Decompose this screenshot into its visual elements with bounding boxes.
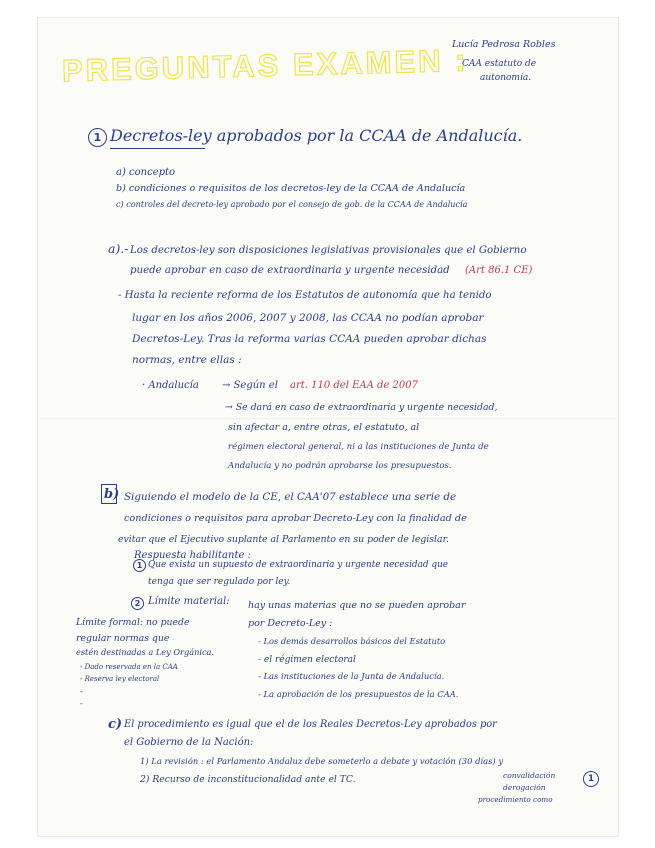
section-c-item: 1) La revisión : el Parlamento Andaluz debe someterlo a debate y votación (30 días) y [140,756,504,766]
section-a-line: Los decretos-ley son disposiciones legislativas provisionales que el Gobierno [130,245,527,256]
outline-item: c) controles del decreto-ley aprobado por el consejo de gob. de la CCAA de Andalucía [116,199,468,209]
section-a-ref: (Art 86.1 CE) [465,265,533,276]
margin-note: regular normas que [76,633,170,644]
paper-fold [38,418,618,419]
section-c-item: 2) Recurso de inconstitucionalidad ante el TC. [140,774,356,785]
margin-note: - [80,687,83,696]
side-note: procedimiento como [478,795,553,804]
page-title: PREGUNTAS EXAMEN : [61,42,469,89]
section-c-line: el Gobierno de la Nación: [124,737,254,748]
item-1-number: 1 [133,559,146,572]
section-b-line: condiciones o requisitos para aprobar Decreto-Ley con la finalidad de [124,513,467,524]
section-c-label: c) [108,717,123,732]
outline-item: a) concepto [116,167,176,178]
section-c-line: El procedimiento es igual que el de los Reales Decretos-Ley aprobados por [124,719,497,730]
item-2-text: por Decreto-Ley : [248,618,333,629]
sub-line: Andalucía y no podrán aprobarse los presupuestos. [228,461,452,471]
page-marker: 1 [583,771,599,787]
sub-line: sin afectar a, entre otras, el estatuto, al [228,422,420,433]
subject-line-1: CAA estatuto de [462,59,537,69]
margin-note: estén destinadas a Ley Orgánica. [76,647,215,657]
sub-line: régimen electoral general, ni a las instituciones de Junta de [228,442,489,452]
section-b-line: Siguiendo el modelo de la CE, el CAA'07 establece una serie de [124,491,457,503]
section-a-line: - Hasta la reciente reforma de los Estatutos de autonomía que ha tenido [118,290,492,301]
subject-line-2: autonomía. [480,73,532,83]
section-a-label: a).- [108,241,129,256]
margin-note: - Reserva ley electoral [80,675,160,683]
item-1-text: Que exista un supuesto de extraordinaria y urgente necesidad que [148,560,449,570]
bullet-text: → Según el [222,380,278,391]
section-b-label: b) [104,487,120,502]
sub-line: → Se dará en caso de extraordinaria y urgente necesidad, [225,402,498,413]
section-b-line: evitar que el Ejecutivo suplante al Parlamento en su poder de legislar. [118,534,449,545]
item-1-text: tenga que ser regulado por ley. [148,577,291,587]
section-a-line: lugar en los años 2006, 2007 y 2008, las CCAA no podían aprobar [132,312,484,324]
item-2-number: 2 [131,597,144,610]
author-name: Lucía Pedrosa Robles [452,39,556,50]
section-a-line: normas, entre ellas : [132,354,242,366]
margin-note: - Dado reservada en la CAA [80,663,178,671]
section-b-line: Respuesta habilitante : [134,550,251,561]
list-item: - Los demás desarrollos básicos del Estatuto [258,636,446,646]
section-b-box [101,484,120,504]
bullet-ref: art. 110 del EAA de 2007 [290,380,418,391]
question-underline [110,148,205,149]
list-item: - Las instituciones de la Junta de Andalucía. [258,671,445,681]
side-note: convalidación [503,771,556,780]
bullet-andalucia: · Andalucía [142,380,199,391]
outline-item: b) condiciones o requisitos de los decretos-ley de la CCAA de Andalucía [116,183,466,194]
list-item: - La aprobación de los presupuestos de la CAA. [258,689,459,699]
side-note: derogación [503,783,546,792]
list-item: - el régimen electoral [258,655,356,665]
question-text: Decretos-ley aprobados por la CCAA de Andalucía. [110,126,523,145]
margin-note: - [80,699,83,708]
margin-note: Límite formal: no puede [76,617,190,628]
item-2-label: Límite material: [148,596,230,607]
question-number-circle: 1 [88,128,107,147]
section-a-line: puede aprobar en caso de extraordinaria y urgente necesidad [130,265,450,276]
item-2-text: hay unas materias que no se pueden aprobar [248,600,466,611]
section-a-line: Decretos-Ley. Tras la reforma varias CCAA pueden aprobar dichas [132,333,487,345]
